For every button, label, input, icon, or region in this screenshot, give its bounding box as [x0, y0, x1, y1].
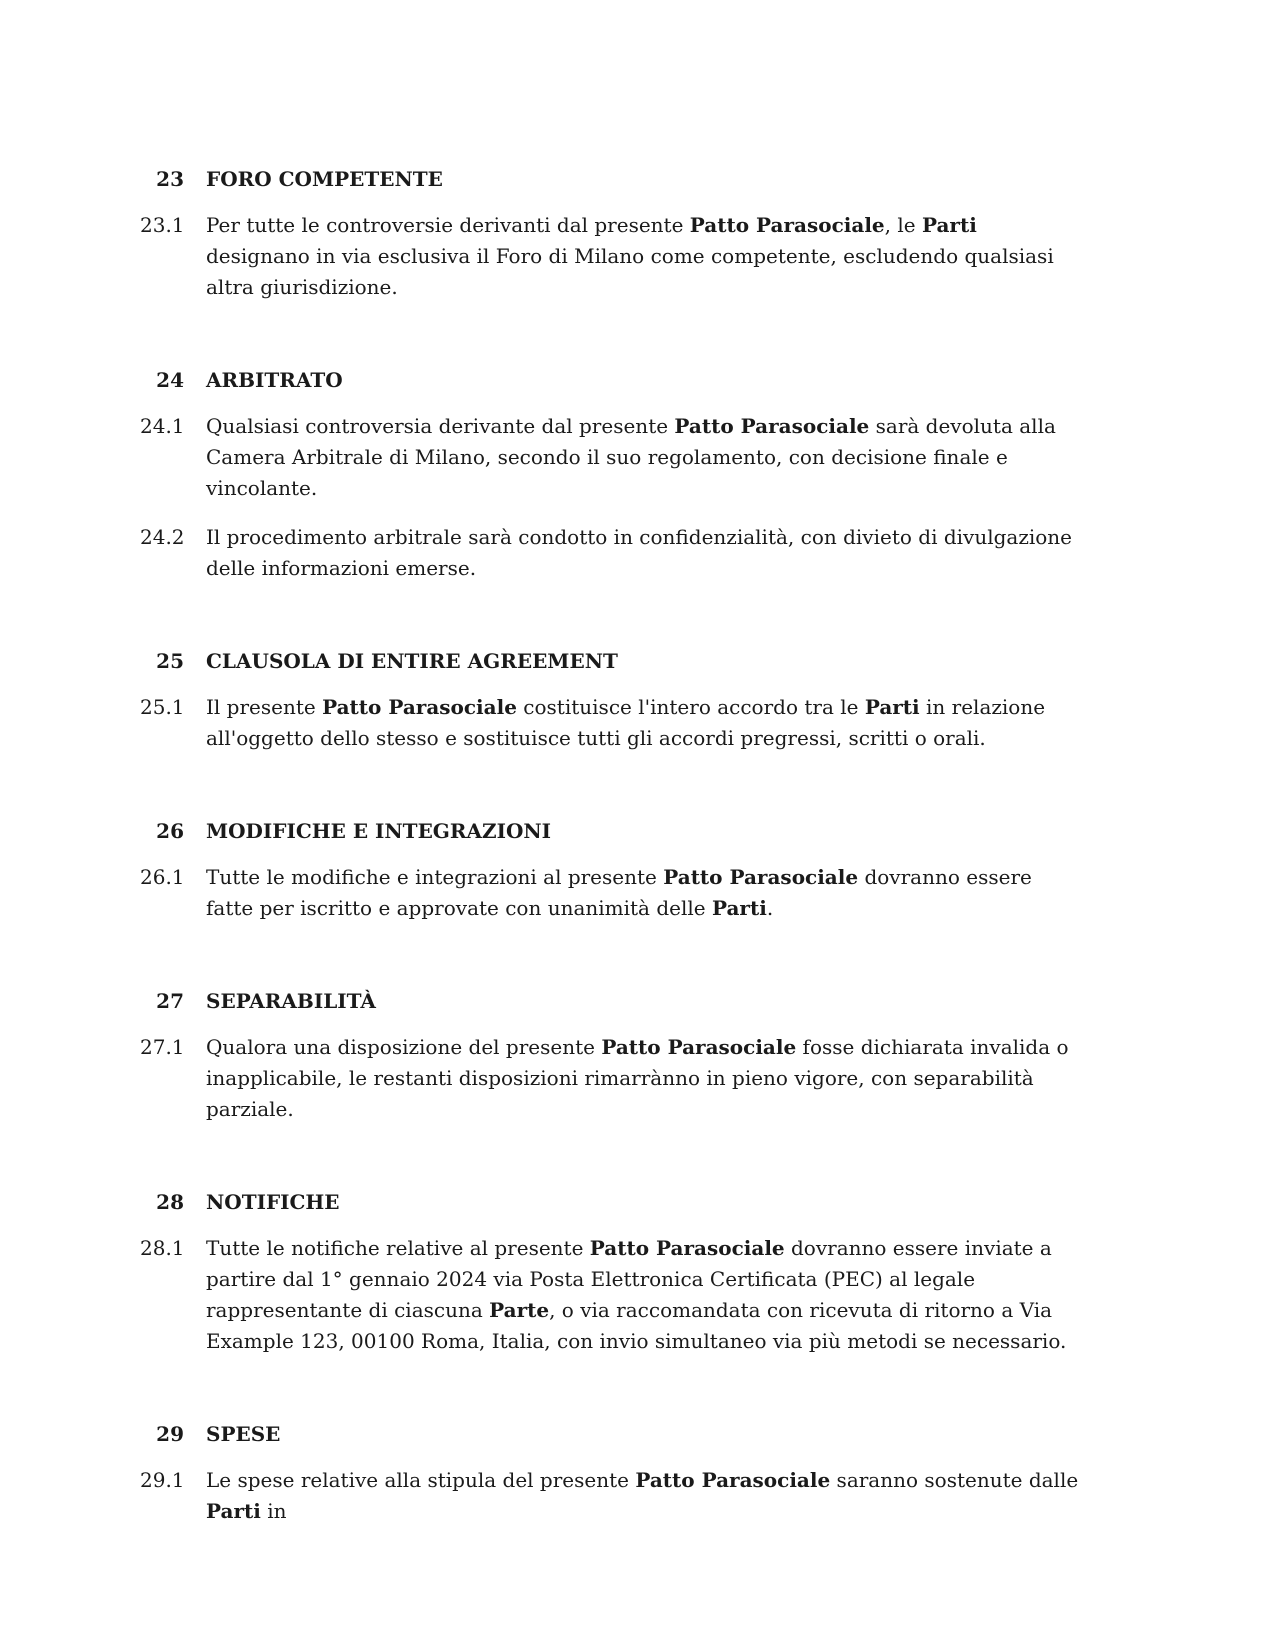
section-number: 26 — [156, 819, 184, 843]
clause-28.1 — [140, 1233, 1085, 1357]
clause-text-segment: sarà devoluta alla Camera Arbitrale di Milano, secondo il suo regolamento, con decisione finale e vincolante. — [206, 414, 1056, 500]
section-28 — [140, 1187, 1085, 1357]
defined-term: Patto Parasociale — [601, 1035, 797, 1059]
section-title: SEPARABILITÀ — [206, 989, 376, 1013]
clause-number: 27.1 — [140, 1035, 185, 1059]
section-heading — [140, 164, 1085, 194]
section-heading — [140, 1187, 1085, 1217]
clause-number: 24.1 — [140, 414, 185, 438]
clause-25.1 — [140, 692, 1085, 754]
clause-text — [206, 411, 1085, 504]
clause-number: 28.1 — [140, 1236, 185, 1260]
section-title: FORO COMPETENTE — [206, 167, 443, 191]
defined-term: Parti — [921, 213, 977, 237]
clause-27.1 — [140, 1032, 1085, 1125]
section-heading — [140, 365, 1085, 395]
clause-text — [206, 1032, 1085, 1125]
defined-term: Patto Parasociale — [663, 865, 859, 889]
defined-term: Patto Parasociale — [322, 695, 517, 719]
clause-text — [206, 1465, 1085, 1527]
clause-text-segment: dovranno essere fatte per iscritto e approvate con unanimità delle — [206, 865, 1032, 920]
clause-text — [206, 692, 1085, 754]
section-23 — [140, 164, 1085, 303]
section-29 — [140, 1419, 1085, 1527]
clause-text-segment: costituisce l'intero accordo tra le — [516, 695, 865, 719]
section-27 — [140, 986, 1085, 1125]
section-number: 24 — [156, 368, 184, 392]
clause-text-segment: fosse dichiarata invalida o inapplicabile, le restanti disposizioni rimarrànno in pieno vigore, con separabilità parziale. — [206, 1035, 1069, 1121]
clause-text-segment: , o via raccomandata con ricevuta di ritorno a Via Example 123, 00100 Roma, Italia, con invio simultaneo via più metodi se necessario. — [206, 1298, 1067, 1353]
defined-term: Patto Parasociale — [635, 1468, 831, 1492]
section-title: CLAUSOLA DI ENTIRE AGREEMENT — [206, 649, 618, 673]
section-title: NOTIFICHE — [206, 1190, 340, 1214]
defined-term: Patto Parasociale — [674, 414, 870, 438]
clause-24.1 — [140, 411, 1085, 504]
clause-text-segment: saranno sostenute dalle — [830, 1468, 1079, 1492]
clause-text-segment: Per tutte le controversie derivanti dal presente — [206, 213, 690, 237]
section-number: 27 — [156, 989, 184, 1013]
clause-text-segment: in — [260, 1499, 287, 1523]
clause-number: 26.1 — [140, 865, 185, 889]
section-25 — [140, 646, 1085, 754]
clause-text-segment: in relazione all'oggetto dello stesso e sostituisce tutti gli accordi pregressi, scritti o orali. — [206, 695, 1046, 750]
section-number: 25 — [156, 649, 184, 673]
defined-term: Parti — [711, 896, 767, 920]
clause-text-segment: , le — [884, 213, 922, 237]
clause-text-segment: Il presente — [206, 695, 323, 719]
clause-text — [206, 1233, 1085, 1357]
clause-number: 23.1 — [140, 213, 185, 237]
section-title: MODIFICHE E INTEGRAZIONI — [206, 819, 552, 843]
clause-number: 25.1 — [140, 695, 185, 719]
defined-term: Parti — [206, 1499, 261, 1523]
clause-text-segment: Le spese relative alla stipula del presente — [206, 1468, 636, 1492]
section-heading — [140, 816, 1085, 846]
clause-text-segment: Tutte le modifiche e integrazioni al presente — [206, 865, 664, 889]
clause-number: 24.2 — [140, 525, 185, 549]
section-number: 23 — [156, 167, 184, 191]
clause-text-segment: Tutte le notifiche relative al presente — [206, 1236, 590, 1260]
section-24 — [140, 365, 1085, 584]
clause-text — [206, 862, 1085, 924]
section-number: 29 — [156, 1422, 184, 1446]
clause-26.1 — [140, 862, 1085, 924]
section-heading — [140, 646, 1085, 676]
clause-text-segment: Qualora una disposizione del presente — [206, 1035, 602, 1059]
defined-term: Parte — [489, 1298, 550, 1322]
section-heading — [140, 1419, 1085, 1449]
clause-text — [206, 210, 1085, 303]
section-title: SPESE — [206, 1422, 281, 1446]
clause-29.1 — [140, 1465, 1085, 1527]
defined-term: Patto Parasociale — [689, 213, 885, 237]
section-heading — [140, 986, 1085, 1016]
clause-text-segment: designano in via esclusiva il Foro di Milano come competente, escludendo qualsiasi altra giurisdizione. — [206, 244, 1054, 299]
clause-text-segment: Il procedimento arbitrale sarà condotto in confidenzialità, con divieto di divulgazione delle informazioni emerse. — [206, 525, 1073, 580]
section-26 — [140, 816, 1085, 924]
defined-term: Parti — [864, 695, 920, 719]
clause-23.1 — [140, 210, 1085, 303]
document-body — [140, 164, 1085, 1527]
clause-text-segment: dovranno essere inviate a partire dal 1° gennaio 2024 via Posta Elettronica Certificata (PEC) al legale rappresentante di ciascuna — [206, 1236, 1052, 1322]
section-number: 28 — [156, 1190, 184, 1214]
section-title: ARBITRATO — [206, 368, 343, 392]
clause-text — [206, 522, 1085, 584]
clause-number: 29.1 — [140, 1468, 185, 1492]
clause-text-segment: Qualsiasi controversia derivante dal presente — [206, 414, 675, 438]
clause-text-segment: . — [766, 896, 774, 920]
clause-24.2 — [140, 522, 1085, 584]
defined-term: Patto Parasociale — [589, 1236, 785, 1260]
